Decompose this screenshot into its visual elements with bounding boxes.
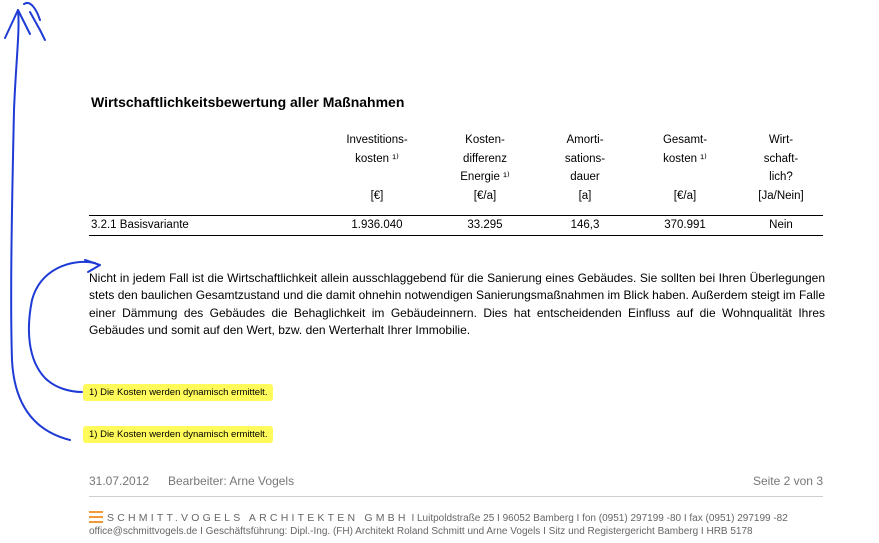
header-kostendifferenz: Kosten- differenz Energie ¹⁾ [€/a] bbox=[460, 134, 510, 202]
highlighted-footnote: 1) Die Kosten werden dynamisch ermittelt. bbox=[83, 384, 273, 401]
section-title: Wirtschaftlichkeitsbewertung aller Maßnahmen bbox=[91, 94, 405, 110]
firm-logo-icon bbox=[89, 511, 103, 523]
cell-gesamtkosten: 370.991 bbox=[664, 219, 706, 231]
header-gesamtkosten: Gesamt- kosten ¹⁾ [€/a] bbox=[662, 134, 708, 202]
header-investitionskosten: Investitions- kosten ¹⁾ [€] bbox=[346, 134, 408, 202]
firm-address: I Luitpoldstraße 25 I 96052 Bamberg I fon (0951) 297199 -80 I fax (0951) 297199 -82 bbox=[411, 513, 788, 524]
footer-divider bbox=[89, 496, 823, 497]
footer-contact-line: office@schmittvogels.de I Geschäftsführung: Dipl.-Ing. (FH) Architekt Roland Schmitt und Arne Vogels I Sitz und Registergericht Bamberg I HRB 5178 bbox=[89, 526, 753, 537]
highlighted-footnote: 1) Die Kosten werden dynamisch ermittelt. bbox=[83, 426, 273, 443]
header-amortisation: Amorti- sations- dauer [a] bbox=[564, 134, 606, 202]
footer-firm-line bbox=[89, 512, 788, 524]
cell-investitionskosten: 1.936.040 bbox=[351, 219, 403, 231]
body-paragraph: Nicht in jedem Fall ist die Wirtschaftlichkeit allein ausschlaggebend für die Sanierung eines Gebäudes. Sie sollten bei Ihren Überlegungen stets den baulichen Gesamtzustand und die damit ohnehin notwendigen Sanierungsmaßnahmen im Blick haben. Außerdem steigt im Falle einer Dämmung des Gebäudes die Behaglichkeit im Gebäudeinnern. Dies hat entscheidenden Einfluss auf die Wohnqualität Ihres Gebäudes und somit auf den Wert, bzw. den Werterhalt Ihrer Immobilie. bbox=[89, 271, 825, 338]
table-divider-top bbox=[89, 215, 823, 216]
footer-author: Bearbeiter: Arne Vogels bbox=[168, 474, 295, 488]
firm-name: SCHMITT.VOGELS ARCHITEKTEN GMBH bbox=[107, 512, 409, 524]
row-label: 3.2.1 Basisvariante bbox=[91, 219, 189, 231]
footer-date: 31.07.2012 bbox=[89, 474, 150, 488]
cell-kostendifferenz: 33.295 bbox=[467, 219, 503, 231]
cell-wirtschaftlich: Nein bbox=[769, 219, 793, 231]
cell-amortisation: 146,3 bbox=[570, 219, 600, 231]
footer-page-number: Seite 2 von 3 bbox=[752, 474, 823, 488]
table-divider-bottom bbox=[89, 235, 823, 236]
header-wirtschaftlich: Wirt- schaft- lich? [Ja/Nein] bbox=[758, 134, 804, 202]
